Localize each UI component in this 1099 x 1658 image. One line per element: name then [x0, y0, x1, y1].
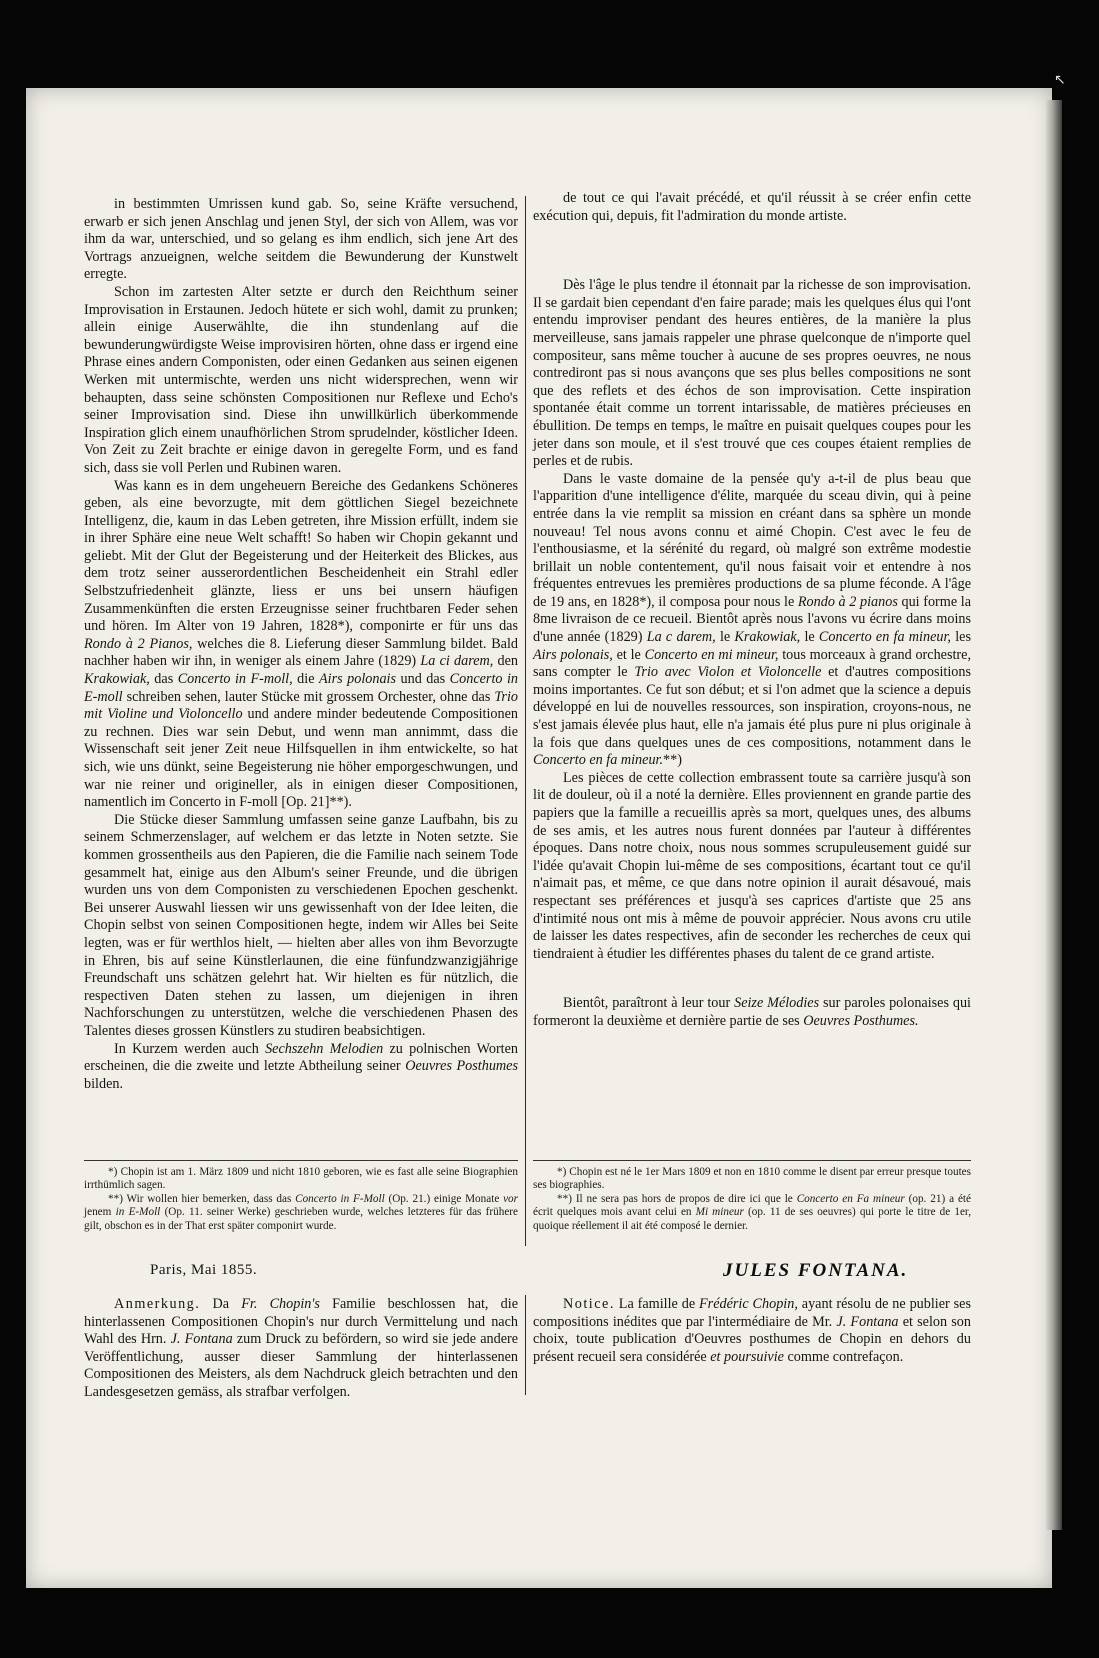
text-run: de tout ce qui l'avait précédé, et qu'il réussit à se créer enfin cette exécution qui, depuis, fit l'admiration du monde artiste.	[533, 190, 971, 224]
text-run: (op. 21) a été écrit quelques mois avant celui en	[533, 1192, 971, 1219]
text-run: und andere minder bedeutende Compositionen zu rechnen. Dies war sein Debut, und wenn man annimmt, dass die Wissenschaft seit jener Zeit neue Hilfsquellen in ihm entwickelte, so hat sich, wie uns dünkt, seine Begeisterung nie höher emporgeschwungen, und war nie reiner und origineller, als in einigen dieser Compositionen, namentlich im Concerto in F-moll [Op. 21]**).	[84, 706, 519, 811]
paragraph	[84, 1193, 518, 1233]
italic-title-run: Mi mineur	[695, 1206, 744, 1219]
italic-title-run: J. Fontana	[170, 1331, 233, 1348]
text-run: jenem	[84, 1206, 116, 1219]
corner-mark: ↖	[1054, 72, 1066, 88]
text-run: schreiben sehen, lauter Stücke mit grossem Orchester, ohne das	[122, 688, 495, 705]
italic-title-run: La ci darem,	[420, 653, 494, 670]
text-run: qui forme la 8me livraison de ce recueil. Bientôt après nous l'avons vu écrire dans moins d'une année (1829)	[533, 593, 971, 646]
text-run: **)	[663, 752, 682, 769]
notice-heading: Notice.	[563, 1296, 615, 1312]
paragraph	[84, 1166, 518, 1193]
text-run: (Op. 11. seiner Werke) geschrieben wurde, welches letzteres für das frühere gilt, obschon es in der That erst später componirt wurde.	[84, 1206, 518, 1232]
text-run: le	[715, 629, 735, 646]
paragraph	[533, 190, 971, 225]
italic-title-run: Concerto en mi mineur,	[644, 646, 779, 663]
paragraph	[533, 471, 971, 770]
italic-title-run: Concerto en Fa mineur	[796, 1192, 905, 1205]
place-date: Paris, Mai 1855.	[150, 1262, 258, 1278]
author-signature: JULES FONTANA.	[723, 1260, 909, 1281]
italic-title-run: Oeuvres Posthumes.	[803, 1012, 919, 1029]
german-footnotes	[84, 1166, 518, 1233]
italic-title-run: Sechszehn Melodien	[265, 1040, 384, 1057]
german-notice	[84, 1296, 518, 1402]
paragraph	[533, 277, 971, 471]
text-run: Dans le vaste domaine de la pensée qu'y a-t-il de plus beau que l'apparition d'une intelligence d'élite, marquée du sceau divin, qui à peine entrée dans la vie remplit sa mission en créant dans sa sphère un monde nouveau! Tel nous avons connu et aimé Chopin. C'est avec le feu de l'enthousiasme, et la sérénité du regard, où malgré son extrême modestie brillait un noble contentement, qu'il nous faisait voir et entendre à nos fréquentes entrevues les premières productions de sa plume féconde. A l'âge de 19 ans, en 1828*), il composa pour nous le	[533, 470, 971, 610]
french-text-column	[533, 190, 971, 1031]
text-run: zu polnischen Worten erscheinen, die die zweite und letzte Abtheilung seiner	[84, 1040, 519, 1075]
text-run: Da	[200, 1296, 242, 1312]
text-run: welches die 8. Lieferung dieser Sammlung bildet. Bald nachher haben wir ihn, in weniger als einem Jahre (1829)	[84, 635, 519, 670]
text-run: In Kurzem werden auch	[114, 1040, 266, 1057]
italic-title-run: Rondo à 2 Pianos,	[84, 635, 193, 652]
notice-divider	[525, 1295, 526, 1395]
text-run: et le	[612, 646, 645, 663]
text-run: ayant résolu de ne publier ses compositions inédites que par l'intermédiaire de Mr.	[533, 1296, 971, 1330]
text-run: tous morceaux à grand orchestre, sans compter le	[533, 646, 972, 681]
text-run: in bestimmten Umrissen kund gab. So, seine Kräfte versuchend, erwarb er sich jenen Anschlag und jenen Styl, der sich von Allem, was vor ihm da war, unterschied, und so gelang es ihm endlich, sich jene Art des Vortrags anzueignen, welche seitdem die Bewunderung der Kunstwelt erregte.	[84, 196, 518, 283]
text-run: le	[800, 629, 819, 646]
text-run: den	[493, 653, 518, 670]
paragraph	[533, 995, 971, 1030]
german-text-column	[84, 196, 518, 1093]
italic-title-run: La c darem,	[646, 629, 716, 646]
italic-title-run: Concerto en fa mineur.	[533, 752, 664, 769]
text-run: Dès l'âge le plus tendre il étonnait par la richesse de son improvisation. Il se gardait bien cependant d'en faire parade; mais les quelques élus qui l'ont entendu improviser pendant des heures entières, de la manière la plus merveilleuse, sans jamais rappeler une phrase quelconque de n'importe quel compositeur, sans même toucher à aucune de ses propres oeuvres, ne nous contrediront pas si nous avançons que ses plus belles compositions ne sont que des reflets et des échos de son improvisation. Cette inspiration spontanée était comme un torrent intarissable, de matières précieuses en ébullition. De temps en temps, le maître en puisait quelques coupes pour les jeter dans son moule, et il s'est trouvé que ces coupes étaient remplies de perles et de rubis.	[533, 277, 971, 470]
italic-title-run: Frédéric Chopin,	[699, 1296, 798, 1312]
italic-title-run: Trio mit Violine und Violoncello	[84, 688, 518, 723]
text-run: zum Druck zu befördern, so wird sie jede andere Veröffentlichung, ausser dieser Sammlung der hinterlassenen Compositionen des Meisters, als dem Nachdruck gleich betrachten und den Landesgesetzen gemäss, als strafbar verfolgen.	[84, 1331, 519, 1400]
italic-title-run: Concerto in F-moll,	[177, 671, 293, 688]
paragraph	[84, 1041, 518, 1094]
french-notice	[533, 1296, 971, 1366]
text-run: (Op. 21.) einige Monate	[384, 1192, 504, 1205]
page-edge	[1046, 100, 1062, 1530]
italic-title-run: Rondo à 2 pianos	[797, 593, 898, 610]
italic-title-run: Airs polonais,	[533, 646, 613, 663]
text-run: Bientôt, paraîtront à leur tour	[563, 995, 735, 1012]
paragraph	[84, 196, 518, 284]
notice-heading: Anmerkung.	[114, 1296, 201, 1312]
italic-title-run: Airs polonais	[319, 671, 397, 688]
text-run: *) Chopin ist am 1. März 1809 und nicht 1810 geboren, wie es fast alle seine Biographien irrthümlich sagen.	[84, 1166, 518, 1192]
text-run: Familie beschlossen hat, die hinterlassenen Compositionen Chopin's nur durch Vermittelung und nach Wahl des Hrn.	[84, 1296, 518, 1348]
text-run: Les pièces de cette collection embrassent toute sa carrière jusqu'à son lit de douleur, où il a noté la dernière. Elles proviennent en grande partie des papiers que la famille a recueillis après sa mort, quelques unes, des albums de ses amis, et les autres nous furent données par l'auteur à différentes époques. Dans notre choix, nous nous sommes scrupuleusement guidé sur l'idée qu'avait Chopin lui-même de ses compositions, écartant tout ce qu'il n'aimait pas, et même, ce que dans notre opinion il aurait désavoué, mais respectant ses préférences et jusqu'à ses caprices d'artiste que 25 ans d'intimité nous ont mis à même de pouvoir apprécier. Nous avons cru utile de laisser les dates respectives, afin de seconder les recherches de ceux qui tiendraient à étudier les différentes phases du talent de ce grand artiste.	[533, 769, 971, 962]
footnote-rule-right	[533, 1160, 971, 1161]
text-run: (op. 11 de ses oeuvres) qui porte le titre de 1er, quoique réellement il ait été composé le dernier.	[533, 1206, 971, 1232]
paragraph	[84, 284, 518, 478]
paragraph	[533, 1166, 971, 1193]
paragraph	[533, 1193, 971, 1233]
paragraph	[533, 770, 971, 964]
italic-title-run: Concerto en fa mineur,	[818, 629, 951, 646]
text-run: *) Chopin est né le 1er Mars 1809 et non en 1810 comme le disent par erreur presque toutes ses biographies.	[533, 1166, 971, 1192]
column-divider	[525, 196, 526, 1246]
italic-title-run: Krakowiak,	[84, 671, 150, 688]
italic-title-run: Oeuvres Posthumes	[405, 1058, 518, 1075]
italic-title-run: Concerto in E-moll	[84, 671, 518, 705]
text-run: sur paroles polonaises qui formeront la deuxième et dernière partie de ses	[533, 995, 971, 1029]
text-run: Was kann es in dem ungeheuern Bereiche des Gedankens Schöneres geben, als eine bevorzugte, mit dem göttlichen Siegel bezeichnete Intelligenz, die, kaum in das Leben getreten, ihre Mission erfüllt, indem sie in ihrer Sphäre eine neue Welt schafft! So haben wir Chopin gekannt und geliebt. Mit der Glut der Begeisterung und der Heiterkeit des Blickes, aus dem trotz seiner ausserordentlichen Bescheidenheit ein Strahl edler Selbstzufriedenheit glänzte, liess er uns bei unsern häufigen Zusammenkünften die ersten Erzeugnisse seiner fruchtbaren Feder sehen und hören. Im Alter von 19 Jahren, 1828*), componirte er für uns das	[84, 477, 518, 635]
italic-title-run: et poursuivie	[710, 1348, 784, 1365]
text-run: Schon im zartesten Alter setzte er durch den Reichthum seiner Improvisation in Erstaunen. Jedoch hütete er sich wohl, damit zu prunken; allein einige Auserwählte, die ihn stundenlang auf die bewunderungwürdigste Weise improvisiren hörten, ohne dass er irgend eine Phrase eines andern Componisten, oder einen Gedanken aus seinen eigenen Werken mit untermischte, werden uns nicht widersprechen, wenn wir behaupten, dass seine schönsten Compositionen nur Reflexe und Echo's seiner Improvisation sind. Diese ihn unwillkürlich überkommende Inspiration glich einem unaufhörlichen Strom sprudelnder, köstlicher Ideen. Von Zeit zu Zeit brachte er einige davon in geregelte Form, und es fand sich, dass sie voll Perlen und Rubinen waren.	[84, 283, 518, 476]
paragraph	[84, 812, 518, 1041]
text-run: et selon son choix, toute publication d'Oeuvres posthumes de Chopin en dehors du présent recueil sera considérée	[533, 1313, 971, 1365]
text-run: bilden.	[84, 1075, 124, 1092]
italic-title-run: J. Fontana	[836, 1313, 899, 1330]
text-run: comme contrefaçon.	[783, 1348, 904, 1365]
paragraph	[84, 478, 518, 812]
text-run: und das	[396, 671, 450, 688]
italic-title-run: Trio avec Violon et Violoncelle	[634, 664, 822, 681]
italic-title-run: vor	[503, 1192, 518, 1205]
text-run: les	[950, 629, 971, 646]
footnote-rule-left	[84, 1160, 518, 1161]
text-run: et d'autres compositions moins importantes. Ce fut son début; et si l'on admet que la science a depuis développé en lui de nouvelles ressources, son inspiration, croyons-nous, ne s'est jamais élevée plus haut, elle n'a jamais été plus pure ni plus originale à la fois que dans quelques unes de ces compositions, notamment dans le	[533, 664, 971, 751]
text-run: das	[149, 671, 178, 688]
paragraph	[533, 1296, 971, 1366]
text-run: Die Stücke dieser Sammlung umfassen seine ganze Laufbahn, bis zu seinem Schmerzenslager, auf welchem er das letzte in Noten setzte. Sie kommen grossentheils aus den Papieren, die die Familie nach seinem Tode gesammelt hat, einige aus den Album's seiner Freunde, und die übrigen wurden uns von dem Componisten zu verschiedenen Epochen geschenkt. Bei unserer Auswahl liessen wir uns gewissenhaft von der Idee leiten, die Chopin selbst von seinen Compositionen hegte, indem wir Alles bei Seite legten, was er für werthlos hielt, — hielten aber alles von ihm Bevorzugte in Ehren, bis auf seine Künstlerlaunen, die eine fünfundzwanzigjährige Freundschaft uns schätzen gelehrt hat. Wir hielten es für nützlich, die respectiven Daten stehen zu lassen, um diejenigen in ihren Nachforschungen zu unterstützen, welche die verschiedenen Phasen des Talentes dieses grossen Künstlers zu studiren beabsichtigen.	[84, 811, 518, 1039]
italic-title-run: in E-Moll	[115, 1206, 161, 1219]
text-run: die	[292, 671, 319, 688]
text-run: **) Il ne sera pas hors de propos de dire ici que le	[557, 1192, 797, 1205]
italic-title-run: Seize Mélodies	[734, 995, 820, 1012]
french-footnotes	[533, 1166, 971, 1233]
italic-title-run: Concerto in F-Moll	[295, 1192, 385, 1205]
italic-title-run: Krakowiak,	[734, 629, 801, 646]
italic-title-run: Fr. Chopin's	[241, 1296, 320, 1312]
text-run: La famille de	[614, 1296, 700, 1312]
text-run: **) Wir wollen hier bemerken, dass das	[108, 1192, 296, 1205]
paragraph	[84, 1296, 518, 1402]
